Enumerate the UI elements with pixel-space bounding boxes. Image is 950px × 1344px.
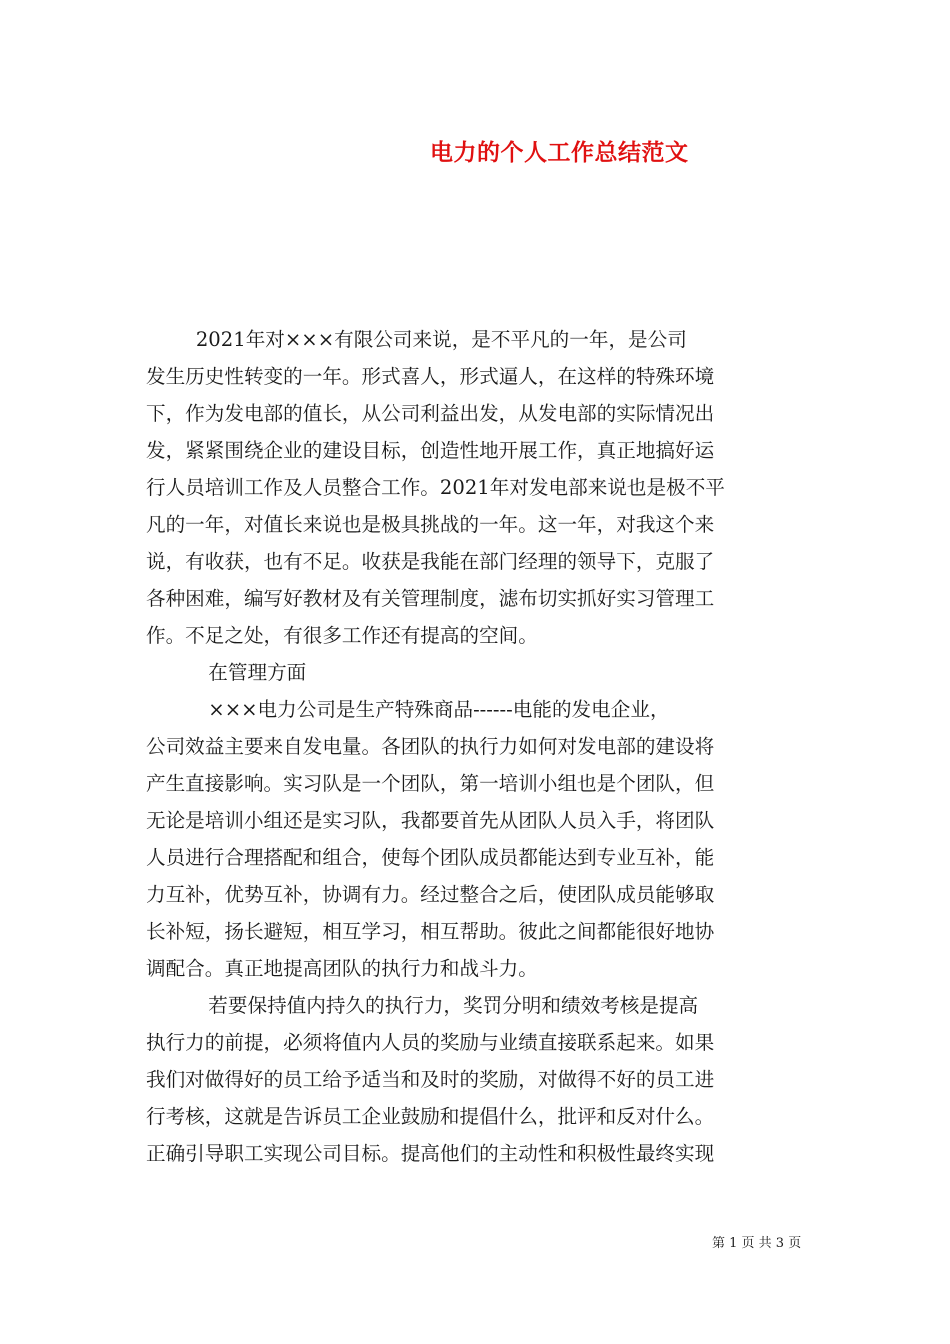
document-title: 电力的个人工作总结范文 bbox=[430, 139, 689, 166]
body-line: 作。不足之处，有很多工作还有提高的空间。 bbox=[146, 624, 538, 647]
body-line: 力互补，优势互补，协调有力。经过整合之后，使团队成员能够取 bbox=[146, 883, 715, 906]
body-line: 行人员培训工作及人员整合工作。2021年对发电部来说也是极不平 bbox=[146, 476, 725, 499]
body-line: 公司效益主要来自发电量。各团队的执行力如何对发电部的建设将 bbox=[146, 735, 715, 758]
section-heading: 在管理方面 bbox=[146, 661, 307, 684]
body-line: 说，有收获，也有不足。收获是我能在部门经理的领导下，克服了 bbox=[146, 550, 715, 573]
body-line: 人员进行合理搭配和组合，使每个团队成员都能达到专业互补，能 bbox=[146, 846, 715, 869]
body-line: 各种困难，编写好教材及有关管理制度，滤布切实抓好实习管理工 bbox=[146, 587, 715, 610]
body-line: 长补短，扬长避短，相互学习，相互帮助。彼此之间都能很好地协 bbox=[146, 920, 715, 943]
body-line: 2021年对×××有限公司来说，是不平凡的一年，是公司 bbox=[146, 328, 687, 351]
body-line: 无论是培训小组还是实习队，我都要首先从团队人员入手，将团队 bbox=[146, 809, 715, 832]
body-line: ×××电力公司是生产特殊商品------电能的发电企业， bbox=[146, 698, 670, 721]
body-line: 调配合。真正地提高团队的执行力和战斗力。 bbox=[146, 957, 538, 980]
body-line: 行考核，这就是告诉员工企业鼓励和提倡什么，批评和反对什么。 bbox=[146, 1105, 715, 1128]
body-line: 发，紧紧围绕企业的建设目标，创造性地开展工作，真正地搞好运 bbox=[146, 439, 715, 462]
body-line: 发生历史性转变的一年。形式喜人，形式逼人，在这样的特殊环境 bbox=[146, 365, 715, 388]
body-line: 若要保持值内持久的执行力，奖罚分明和绩效考核是提高 bbox=[146, 994, 699, 1017]
page-number-footer: 第 1 页 共 3 页 bbox=[712, 1236, 802, 1251]
body-line: 产生直接影响。实习队是一个团队，第一培训小组也是个团队，但 bbox=[146, 772, 715, 795]
body-line: 我们对做得好的员工给予适当和及时的奖励，对做得不好的员工进 bbox=[146, 1068, 715, 1091]
body-line: 下，作为发电部的值长，从公司利益出发，从发电部的实际情况出 bbox=[146, 402, 715, 425]
body-line: 正确引导职工实现公司目标。提高他们的主动性和积极性最终实现 bbox=[146, 1142, 715, 1165]
body-line: 执行力的前提，必须将值内人员的奖励与业绩直接联系起来。如果 bbox=[146, 1031, 715, 1054]
body-line: 凡的一年，对值长来说也是极具挑战的一年。这一年，对我这个来 bbox=[146, 513, 715, 536]
